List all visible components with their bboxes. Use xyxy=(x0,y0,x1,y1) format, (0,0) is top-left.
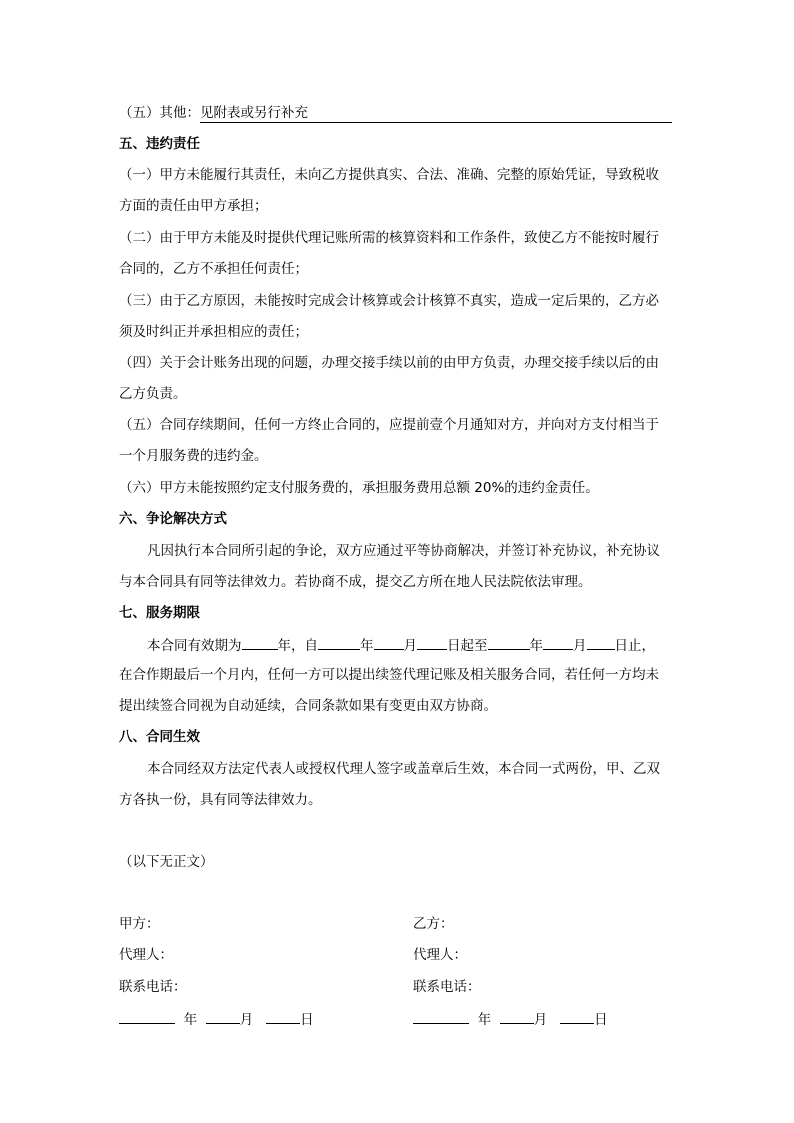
term-line xyxy=(147,635,679,655)
term-text: 年，自 xyxy=(277,638,318,654)
term-blank-end-year[interactable] xyxy=(488,635,530,650)
party-a-date-month-blank[interactable] xyxy=(206,1009,240,1024)
other-item-label: （五）其他： xyxy=(119,105,200,121)
term-blank-start-month[interactable] xyxy=(374,635,404,650)
date-year-label: 年 xyxy=(477,1012,492,1028)
term-blank-end-month[interactable] xyxy=(543,635,573,650)
end-note: （以下无正文） xyxy=(119,854,214,870)
dispute-line: 与本合同具有同等法律效力。若协商不成，提交乙方所在地人民法院依法审理。 xyxy=(119,574,592,590)
breach-line: 须及时纠正并承担相应的责任； xyxy=(119,324,308,340)
term-blank-start-year[interactable] xyxy=(318,635,360,650)
party-b-date-year-blank[interactable] xyxy=(413,1009,469,1024)
date-month-label: 月 xyxy=(533,1012,548,1028)
party-b-date-day-blank[interactable] xyxy=(560,1009,594,1024)
breach-line: 合同的，乙方不承担任何责任； xyxy=(119,261,308,277)
party-b-label: 乙方： xyxy=(413,916,454,932)
dispute-line: 凡因执行本合同所引起的争论，双方应通过平等协商解决，并签订补充协议，补充协议 xyxy=(147,543,660,559)
term-text: 日止， xyxy=(614,638,655,654)
section-title-dispute: 六、争论解决方式 xyxy=(119,511,227,527)
party-a-agent-label: 代理人： xyxy=(119,947,173,963)
breach-line: （六）甲方未能按照约定支付服务费的，承担服务费用总额 20%的违约金责任。 xyxy=(119,480,599,496)
other-item-value-text: 见附表或另行补充 xyxy=(200,105,308,121)
effect-line: 方各执一份，具有同等法律效力。 xyxy=(119,792,322,808)
party-a-label: 甲方： xyxy=(119,916,160,932)
date-day-label: 日 xyxy=(300,1012,314,1028)
date-month-label: 月 xyxy=(239,1012,254,1028)
breach-line: （一）甲方未能履行其责任，未向乙方提供真实、合法、准确、完整的原始凭证，导致税收 xyxy=(119,167,659,183)
term-blank-end-day[interactable] xyxy=(587,635,615,650)
party-a-phone-label: 联系电话： xyxy=(119,979,187,995)
party-b-date-month-blank[interactable] xyxy=(500,1009,534,1024)
term-text: 月 xyxy=(403,638,417,654)
other-item-line xyxy=(119,104,679,123)
term-text: 年 xyxy=(360,638,374,654)
effect-line: 本合同经双方法定代表人或授权代理人签字或盖章后生效，本合同一式两份，甲、乙双 xyxy=(147,761,660,777)
party-b-phone-label: 联系电话： xyxy=(413,979,481,995)
term-text: 年 xyxy=(529,638,543,654)
section-title-effect: 八、合同生效 xyxy=(119,729,200,745)
breach-line: 方面的责任由甲方承担； xyxy=(119,198,268,214)
date-year-label: 年 xyxy=(183,1012,198,1028)
breach-line: （二）由于甲方未能及时提供代理记账所需的核算资料和工作条件，致使乙方不能按时履行 xyxy=(119,230,659,246)
other-item-value xyxy=(200,104,672,123)
term-text: 月 xyxy=(573,638,587,654)
breach-line: 一个月服务费的违约金。 xyxy=(119,448,268,464)
section-title-breach: 五、违约责任 xyxy=(119,136,200,152)
term-line: 提出续签合同视为自动延续，合同条款如果有变更由双方协商。 xyxy=(119,698,497,714)
party-b-agent-label: 代理人： xyxy=(413,947,467,963)
party-a-date-day-blank[interactable] xyxy=(266,1009,300,1024)
date-day-label: 日 xyxy=(594,1012,608,1028)
section-title-term: 七、服务期限 xyxy=(119,605,200,621)
breach-line: （四）关于会计账务出现的问题，办理交接手续以前的由甲方负责，办理交接手续以后的由 xyxy=(119,355,659,371)
term-blank-start-day[interactable] xyxy=(417,635,447,650)
party-b-date xyxy=(413,1009,673,1029)
party-a-date-year-blank[interactable] xyxy=(119,1009,175,1024)
term-text: 日起至 xyxy=(447,638,488,654)
breach-line: （三）由于乙方原因，未能按时完成会计核算或会计核算不真实，造成一定后果的，乙方必 xyxy=(119,293,659,309)
breach-line: 乙方负责。 xyxy=(119,386,187,402)
party-a-date xyxy=(119,1009,379,1029)
term-text: 本合同有效期为 xyxy=(147,638,242,654)
breach-line: （五）合同存续期间，任何一方终止合同的，应提前壹个月通知对方，并向对方支付相当于 xyxy=(119,417,659,433)
term-line: 在合作期最后一个月内，任何一方可以提出续签代理记账及相关服务合同，若任何一方均未 xyxy=(119,667,659,683)
term-blank-years[interactable] xyxy=(242,635,278,650)
